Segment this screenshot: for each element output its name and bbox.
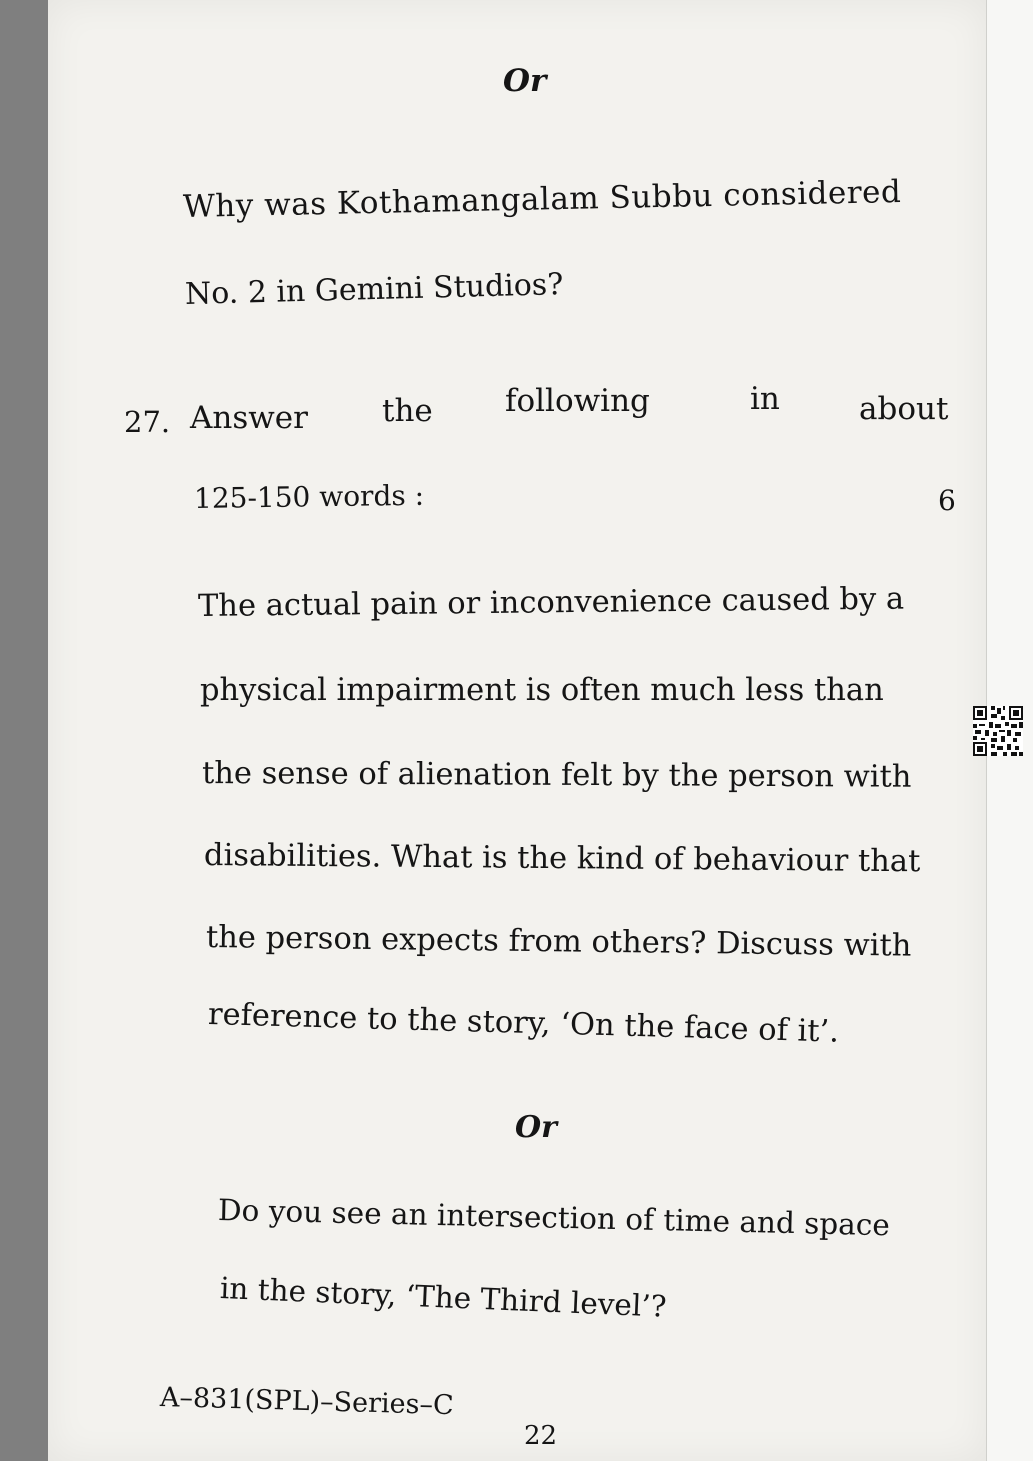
q27-body-line-4: disabilities. What is the kind of behaviour that xyxy=(203,838,921,880)
q27-or-line-1: Do you see an intersection of time and space xyxy=(217,1193,891,1243)
q27-body-line-1: The actual pain or inconvenience caused by a xyxy=(197,581,905,624)
q26-or-line-1: Why was Kothamangalam Subbu considered xyxy=(182,173,902,225)
q27-body-line-2: physical impairment is often much less than xyxy=(200,673,884,708)
q27-number: 27. xyxy=(124,405,171,439)
bleed-through-text: ⠀ xyxy=(608,80,628,111)
q27-marks: 6 xyxy=(938,484,956,517)
or-divider-top: Or xyxy=(503,63,547,99)
q27-word-limit: 125-150 words : xyxy=(193,478,425,515)
q27-body-line-3: the sense of alienation felt by the person with xyxy=(201,756,912,795)
q27-word-the: the xyxy=(382,393,433,429)
q27-word-about: about xyxy=(859,391,949,427)
qr-code-icon xyxy=(973,706,1023,756)
q27-word-following: following xyxy=(505,383,650,419)
q27-word-in: in xyxy=(750,381,780,417)
q27-word-answer: Answer xyxy=(190,400,308,436)
q27-body-line-6: reference to the story, ‘On the face of it’. xyxy=(207,997,840,1050)
q27-or-line-2: in the story, ‘The Third level’? xyxy=(219,1271,668,1324)
footer-paper-code: A–831(SPL)–Series–C xyxy=(159,1382,455,1422)
footer-page-number: 22 xyxy=(524,1421,558,1451)
or-divider-bottom: Or xyxy=(515,1110,557,1145)
q26-or-line-2: No. 2 in Gemini Studios? xyxy=(184,267,564,312)
exam-page xyxy=(48,0,986,1461)
q27-body-line-5: the person expects from others? Discuss with xyxy=(205,920,912,964)
